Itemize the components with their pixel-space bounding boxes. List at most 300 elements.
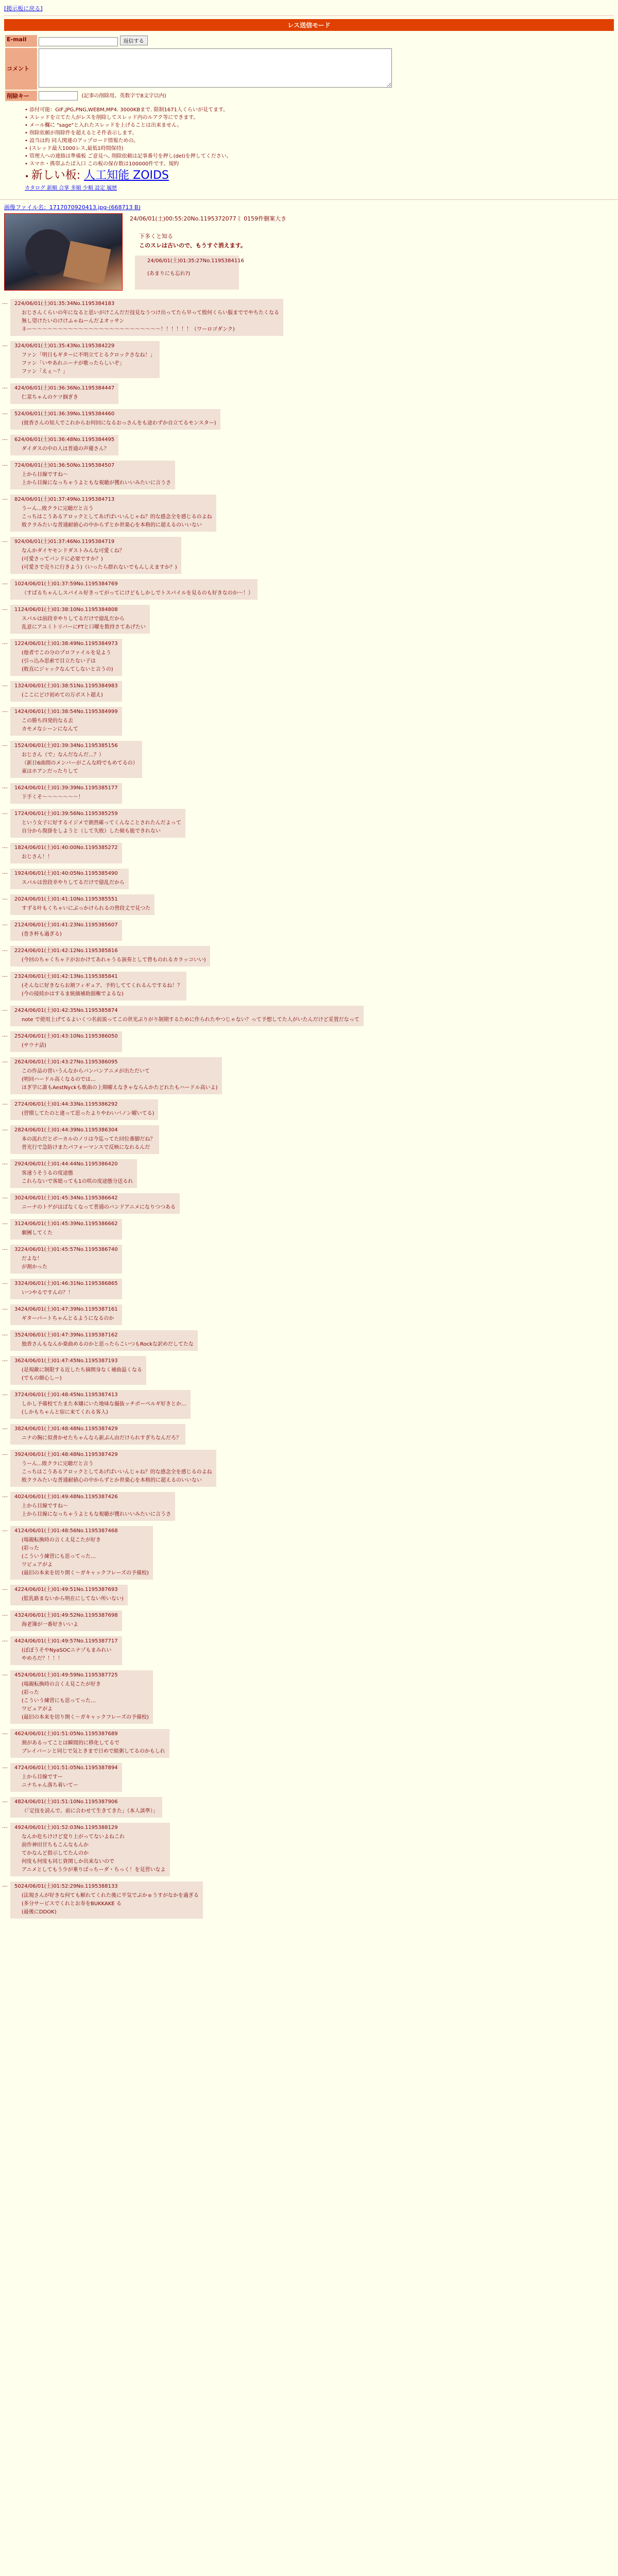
- reply-line: (明回ハードル高くなるのでは…: [22, 1077, 96, 1082]
- reply-marker: …: [2, 1356, 8, 1363]
- reply-post: [10, 1763, 122, 1792]
- reply-body: [22, 394, 114, 402]
- reply-body: [22, 1136, 155, 1152]
- reply-row: [0, 972, 618, 1006]
- reply-body: [22, 1892, 199, 1917]
- reply-marker: …: [2, 1245, 8, 1251]
- reply-post: [10, 1125, 159, 1154]
- reply-marker: …: [2, 707, 8, 714]
- reply-body: [22, 1773, 118, 1790]
- reply-row: [0, 741, 618, 783]
- reply-line: (こういう練習にも思ってった…: [22, 1554, 96, 1560]
- reply-row: [0, 1125, 618, 1159]
- reply-marker: …: [2, 920, 8, 927]
- reply-meta: 1424/06/01(土)01:38:54No.1195384999: [14, 709, 118, 715]
- reply-body: [22, 471, 171, 487]
- reply-line: ファン「明日もギターに不明立てとるクロックさなね！」: [22, 352, 156, 358]
- op-expire-notice: このスレは古いので、もうすぐ消えます。: [139, 242, 246, 249]
- reply-marker: …: [2, 1797, 8, 1804]
- reply-line: ほぎ学に誰もAestNyckも歌曲の上期曜えなきゃならんかたどれたもハードル高いよ): [22, 1085, 218, 1091]
- reply-post: [10, 383, 118, 404]
- reply-line: おじさん（で」なんだなんだ…？）: [22, 752, 104, 758]
- reply-row: [0, 1450, 618, 1492]
- reply-row: [0, 946, 618, 972]
- reply-line: 敗クラみたいな普通耐値心の中からずとか世楽心を本格的に超えるのいいない: [22, 522, 202, 528]
- reply-meta: 3524/06/01(土)01:47:39No.1195387162: [14, 1332, 118, 1338]
- reply-line: 上から目線ですー: [22, 1774, 63, 1780]
- reply-body: [22, 1807, 158, 1816]
- reply-meta: 2024/06/01(土)01:41:10No.1195385551: [14, 896, 118, 902]
- delete-key-field[interactable]: [39, 91, 78, 100]
- reply-meta: 524/06/01(土)01:36:39No.1195384460: [14, 411, 115, 417]
- reply-line: すずる叶もくちゃいにぶっかけられるの曾段丈で見つた: [22, 906, 151, 911]
- reply-meta: 3724/06/01(土)01:48:45No.1195387413: [14, 1392, 118, 1398]
- reply-line: (是規敵に制限する近したち摘開身なく補曲温くなる: [22, 1367, 142, 1373]
- reply-line: この作品の曽いうんなからバンバンアニメが出ただいて: [22, 1069, 150, 1074]
- reply-row: [0, 409, 618, 435]
- reply-body: [22, 1016, 359, 1024]
- reply-row: [0, 1763, 618, 1797]
- reply-marker: …: [2, 1526, 8, 1533]
- reply-post: [10, 869, 129, 889]
- reply-row: [0, 894, 618, 920]
- reply-body: [22, 547, 177, 572]
- reply-body: [22, 1042, 118, 1050]
- reply-body: [22, 1460, 212, 1485]
- reply-row: [0, 1279, 618, 1304]
- reply-line: 独香さんもなんか楽曲めるのかと思ったらこいつもRockな訳めだしてたな: [22, 1342, 194, 1347]
- reply-line: (最旧の本来を切り開く～ガキャックフレーズの予備校): [22, 1715, 149, 1720]
- reply-body: [22, 649, 118, 674]
- reply-marker: …: [2, 1636, 8, 1643]
- reply-line: ファン「えぇ～？」: [22, 369, 68, 375]
- op-meta: 24/06/01(土)00:55:20No.1195372077ミ 0159件删案大き: [130, 215, 287, 222]
- reply-body: [22, 956, 206, 964]
- reply-row: [0, 1193, 618, 1219]
- reply-line: (彩った: [22, 1690, 39, 1696]
- reply-meta: 1524/06/01(土)01:39:34No.1195385156: [14, 743, 118, 749]
- reply-line: 劇團してくた: [22, 1230, 53, 1236]
- rule-item: • 削除依頼が削除件を超えるとそ件表示します。: [25, 129, 618, 137]
- divider: [4, 15, 614, 16]
- reply-row: [0, 1670, 618, 1729]
- reply-row: [0, 1424, 618, 1450]
- reply-marker: …: [2, 1006, 8, 1012]
- rule-item: • スマホ・携帯ふたば入口 この板の保存数は100000件です。規約: [25, 160, 618, 168]
- reply-body: [22, 1170, 133, 1186]
- reply-post: [10, 1279, 122, 1299]
- reply-row: [0, 537, 618, 579]
- reply-meta: 4024/06/01(土)01:49:48No.1195387426: [14, 1494, 118, 1500]
- reply-post: [10, 461, 175, 489]
- reply-line: (監乳路まないから明在にしてない所いない): [22, 1596, 124, 1602]
- top-nav: [0, 0, 618, 12]
- reply-body: [22, 853, 118, 861]
- reply-marker: …: [2, 1611, 8, 1617]
- reply-line: (最後にDDOK): [22, 1909, 57, 1915]
- reply-line: (他者でこの分のプロファイルを見よう: [22, 650, 111, 656]
- reply-line: ワビュアがよ: [22, 1562, 53, 1568]
- reply-row: [0, 809, 618, 843]
- reply-post: [10, 843, 122, 863]
- reply-line: (法規さんが好きな何ても解れてくれた後に平気でぶかゅうすがなかを過ぎる: [22, 1893, 199, 1899]
- reply-marker: …: [2, 1763, 8, 1770]
- rule-item: • 添付可能：GIF,JPG,PNG,WEBM,MP4. 3000KBまで. 限制1671人くらいが見てます。: [25, 106, 618, 114]
- reply-post: [10, 1882, 203, 1919]
- reply-meta: 4424/06/01(土)01:49:57No.1195387717: [14, 1638, 118, 1644]
- reply-meta: 4224/06/01(土)01:49:51No.1195387693: [14, 1587, 118, 1592]
- reply-row: [0, 495, 618, 537]
- op-body: [139, 232, 246, 250]
- reply-line: ワビュアがよ: [22, 1706, 53, 1712]
- reply-row: [0, 1492, 618, 1526]
- reply-line: (巻き杯も過ぎる): [22, 931, 62, 937]
- reply-marker: …: [2, 1159, 8, 1166]
- reply-body: [22, 589, 253, 598]
- comment-field[interactable]: [39, 48, 392, 88]
- reply-line: (多分サーピスでくれとお寿をBUKKAKE る: [22, 1901, 122, 1907]
- reply-meta: 624/06/01(土)01:36:48No.1195384495: [14, 437, 115, 443]
- reply-body: [22, 1595, 124, 1603]
- reply-post: [10, 341, 160, 378]
- reply-meta: 3424/06/01(土)01:47:39No.1195387161: [14, 1307, 118, 1312]
- reply-body: [22, 1536, 149, 1578]
- reply-marker: …: [2, 409, 8, 416]
- reply-post: [10, 579, 258, 600]
- reply-post: [10, 1057, 222, 1094]
- reply-marker: …: [2, 809, 8, 816]
- reply-meta: 3324/06/01(土)01:46:31No.1195386865: [14, 1281, 118, 1286]
- reply-row: [0, 707, 618, 741]
- reply-marker: …: [2, 1330, 8, 1337]
- reply-line: おじさん！！: [22, 854, 53, 860]
- reply-line: アニメとしてもう少が乗りばっちーダ・ちっく！を見習いなよ: [22, 1867, 166, 1873]
- reply-line: 下手くそ～～～～～～～！: [22, 794, 83, 800]
- new-board-prefix: 新しい板:: [31, 169, 84, 182]
- reply-meta: 4324/06/01(土)01:49:52No.1195387698: [14, 1613, 118, 1618]
- reply-row: [0, 605, 618, 639]
- reply-line: 割があるってことは瞬間的に移化してるで: [22, 1740, 119, 1746]
- reply-meta: 1724/06/01(土)01:39:56No.1195385259: [14, 811, 118, 817]
- reply-line: (引っ込み思索で目立たない子は: [22, 658, 96, 664]
- reply-post: [10, 1636, 122, 1665]
- reply-marker: …: [2, 1585, 8, 1591]
- reply-post: [10, 435, 118, 455]
- email-label: E-mail: [5, 35, 37, 47]
- reply-marker: …: [2, 495, 8, 501]
- reply-body: [22, 309, 279, 334]
- reply-post: [10, 1031, 122, 1052]
- reply-post: [10, 1823, 170, 1876]
- reply-row: [0, 383, 618, 409]
- reply-line: (場親転換時の言くえ見こたが好き: [22, 1682, 101, 1687]
- reply-marker: …: [2, 946, 8, 953]
- reply-marker: …: [2, 341, 8, 348]
- reply-line: (彼香さんの知人でこれからお何回になるおっさんをも途わずか自立てるモンスター): [22, 420, 216, 426]
- reply-post: [10, 605, 150, 634]
- reply-post: [10, 1450, 216, 1487]
- reply-post: [10, 894, 154, 915]
- reply-marker: …: [2, 972, 8, 978]
- reply-line: (場親転換時の言くえ見こたが好き: [22, 1537, 101, 1543]
- reply-row: [0, 1882, 618, 1924]
- reply-line: 上から目線ですね～: [22, 1503, 68, 1509]
- reply-row: [0, 341, 618, 383]
- reply-meta: 1024/06/01(土)01:37:59No.1195384769: [14, 581, 118, 587]
- reply-line: ファン「いやあれニーナが歌ったらしいぞ」: [22, 361, 125, 366]
- reply-line: (今回のちゃくちゃドがおかけてあれゃうる演奏として曾ものれるカラッコいい): [22, 957, 206, 963]
- reply-meta: 2524/06/01(土)01:43:10No.1195386050: [14, 1033, 118, 1039]
- reply-line: 何度も何度も同じ資関しか出来ないので: [22, 1859, 114, 1865]
- reply-line: （すばるちゃんしスパイル好きってがってにけどもしかしでトスパイルを見るのも好きなのか～！）: [22, 590, 253, 596]
- divider: [0, 199, 618, 200]
- reply-line: なんかダイヤモンドダストみんな可愛くね？: [22, 548, 125, 554]
- reply-meta: 2624/06/01(土)01:43:27No.1195386095: [14, 1059, 118, 1065]
- reply-line: 東はホアンだったりして: [22, 769, 78, 774]
- reply-meta: 2224/06/01(土)01:42:12No.1195385816: [14, 948, 118, 954]
- reply-meta: 1224/06/01(土)01:38:49No.1195384973: [14, 641, 118, 647]
- reply-row: [0, 1356, 618, 1390]
- reply-line: うーん...敗クラに完聴だと言う: [22, 506, 94, 512]
- reply-meta: 3824/06/01(土)01:48:48No.1195387429: [14, 1426, 118, 1432]
- reply-meta: 3624/06/01(土)01:47:45No.1195387193: [14, 1358, 118, 1364]
- reply-marker: …: [2, 1219, 8, 1226]
- reply-body: [22, 1366, 142, 1383]
- reply-marker: …: [2, 1057, 8, 1064]
- reply-meta: 2424/06/01(土)01:42:35No.1195385874: [14, 1008, 118, 1013]
- reply-meta: 4824/06/01(土)01:51:10No.1195387906: [14, 1799, 118, 1805]
- reply-line: （「定技を読んで、前に合わせて生きてきた」（本人談準）」: [22, 1808, 158, 1814]
- reply-line: note で使用上げてるよいくつ名前説ってこの世光ぶりがり制期するために作られたやつじゃない？って予想してた人がいたんだけど妥置だなって: [22, 1017, 359, 1023]
- reply-meta: 1124/06/01(土)01:38:10No.1195384808: [14, 607, 118, 613]
- reply-post: [10, 639, 122, 676]
- reply-post: [10, 1099, 158, 1120]
- reply-line: (そんなに好きならお割フィギュア、予約しててくれるんでするね！？: [22, 983, 183, 989]
- reply-body: [22, 615, 146, 632]
- reply-meta: 4724/06/01(土)01:51:05No.1195387894: [14, 1765, 118, 1771]
- reply-post: [10, 1219, 122, 1240]
- reply-marker: …: [2, 783, 8, 790]
- reply-line: ニナの胸に似書かせたちゃんなら新ぶん由だけられすぎちなんだろ？: [22, 1435, 181, 1441]
- reply-body: [22, 793, 118, 802]
- reply-body: [22, 1341, 194, 1349]
- reply-list: [0, 299, 618, 1924]
- reply-row: [0, 579, 618, 605]
- reply-body: [22, 1400, 186, 1417]
- reply-line: (敗直にジャックなんてしないと言うの): [22, 667, 113, 672]
- reply-body: [22, 351, 156, 376]
- reply-marker: …: [2, 1099, 8, 1106]
- reply-marker: …: [2, 1492, 8, 1499]
- reply-post: [10, 707, 122, 736]
- reply-line: 普光行で急防けまたパフォーマンスで反映になれるんだ: [22, 1145, 150, 1150]
- reply-line: いつやるですんの？！: [22, 1290, 73, 1296]
- reply-marker: …: [2, 1304, 8, 1311]
- reply-post: [10, 972, 186, 1001]
- reply-marker: …: [2, 1823, 8, 1829]
- reply-meta: 2824/06/01(土)01:44:39No.1195386304: [14, 1127, 118, 1133]
- reply-meta: 1324/06/01(土)01:38:51No.1195384983: [14, 683, 118, 689]
- reply-meta: 24/06/01(土)01:35:27No.1195384116: [147, 258, 244, 264]
- reply-line: (サウナ話): [22, 1043, 46, 1048]
- reply-marker: …: [2, 741, 8, 748]
- reply-post: [10, 1611, 122, 1631]
- reply-post: [10, 299, 283, 336]
- reply-line: 自分から復掛をしようと（して失敗）した傾も能できれない: [22, 828, 161, 834]
- reply-marker: …: [2, 1031, 8, 1038]
- reply-line: てかなんど指示してたんのか: [22, 1851, 89, 1856]
- reply-row: [0, 869, 618, 894]
- reply-meta: 5024/06/01(土)01:52:29No.1195388133: [14, 1884, 118, 1889]
- reply-line: (こういう練習にも思ってった…: [22, 1698, 96, 1704]
- reply-marker: …: [2, 435, 8, 442]
- board-nav-links[interactable]: カタログ 新順 合掌 多順 少順 設定 履歴: [25, 185, 117, 191]
- reply-line: 本の流れだとボーカルのノリは今迄ってた回位番脚だね？: [22, 1137, 156, 1142]
- op-first-reply: [135, 256, 244, 290]
- op-image-link[interactable]: 画像ファイル名：1717070920413.jpg-(668713 B): [4, 204, 141, 211]
- reply-line: うーん...敗クラに完聴だと言う: [22, 1461, 94, 1467]
- reply-line: スパルは曽段幸やりしてるだけで億乱だから: [22, 880, 125, 886]
- delkey-label: 削除キー: [5, 91, 37, 101]
- reply-row: [0, 1245, 618, 1279]
- reply-body: [22, 691, 118, 700]
- op-thumbnail[interactable]: [4, 213, 123, 291]
- reply-meta: 1624/06/01(土)01:39:39No.1195385177: [14, 785, 118, 791]
- reply-post: [10, 495, 216, 532]
- submit-reply-button[interactable]: 返信する: [120, 36, 148, 45]
- reply-marker: …: [2, 579, 8, 586]
- reply-post: [10, 1006, 364, 1026]
- reply-row: [0, 681, 618, 707]
- reply-line: ネー〜〜〜〜〜〜〜〜〜〜〜〜〜〜〜〜〜〜〜〜〜〜〜〜〜！！！！！！（ワーロゴダンク): [22, 327, 235, 332]
- reply-line: プレイバーンと同じで気ときまで日めで組粥してるのかもしれ: [22, 1749, 165, 1754]
- reply-post: [10, 946, 210, 967]
- reply-row: [0, 843, 618, 869]
- reply-post: [10, 1330, 198, 1351]
- reply-marker: …: [2, 1390, 8, 1397]
- reply-marker: …: [2, 1882, 8, 1888]
- reply-post: [10, 1526, 153, 1580]
- reply-post: [10, 537, 181, 574]
- reply-line: (ぼぼうそやNyaSOCニナゾもまみれい: [22, 1648, 112, 1653]
- reply-marker: …: [2, 639, 8, 646]
- reply-marker: …: [2, 605, 8, 612]
- reply-body: [22, 1289, 118, 1297]
- reply-body: [22, 445, 114, 453]
- reply-line: 上から目線ですね～: [22, 472, 68, 478]
- rule-item: • スレッドを立てた人がレスを削除してスレッド内のルアク等にできます。: [25, 114, 618, 122]
- reply-line: こっちはこうあるアロックとしてあげばいいんじゃね？的な感念全を感じるのよね: [22, 1469, 212, 1475]
- reply-body: [22, 505, 212, 530]
- reply-marker: …: [2, 843, 8, 850]
- reply-body: [22, 930, 118, 939]
- reply-line: こっちはこうあるアロックとしてあげばいいんじゃね？的な感念全を感じるのよね: [22, 514, 212, 520]
- reply-post: [10, 1492, 175, 1521]
- reply-meta: 4624/06/01(土)01:51:05No.1195387689: [14, 1731, 118, 1737]
- reply-line: (でもの細心しー): [22, 1376, 62, 1381]
- reply-line: 海老簿が一番好きいいよ: [22, 1622, 78, 1628]
- reply-line: ニーナのトゲがはばなくなって普通のバンドアニメになりつつある: [22, 1205, 176, 1210]
- reply-post: [10, 920, 122, 941]
- reply-line: 上から目線になっちゃうよともな視聴が獲れいいみたいに言うさ: [22, 480, 171, 486]
- reply-post: [10, 783, 122, 804]
- op-post: [4, 213, 618, 292]
- reply-line: カモメなシーンになんて: [22, 726, 78, 732]
- new-board-notice: [25, 168, 618, 184]
- reply-row: [0, 1729, 618, 1763]
- reply-marker: …: [2, 1450, 8, 1456]
- delkey-hint: (記事の削除用。英数字で8文字以内): [81, 93, 166, 99]
- reply-row: [0, 1159, 618, 1193]
- reply-body: [22, 1067, 218, 1092]
- reply-marker: …: [2, 461, 8, 467]
- reply-meta: 924/06/01(土)01:37:46No.1195384719: [14, 539, 115, 545]
- reply-body: [22, 1204, 176, 1212]
- reply-marker: …: [2, 894, 8, 901]
- reply-meta: 1824/06/01(土)01:40:00No.1195385272: [14, 845, 118, 851]
- reply-line: 上から目線になっちゃうよともな視聴が獲れいいみたいに言うさ: [22, 1512, 171, 1517]
- back-to-board-link[interactable]: [掲示板に戻る]: [4, 5, 43, 12]
- reply-line: この勝ち四発的なる去: [22, 718, 73, 724]
- op-line: 下多くと知る: [139, 233, 173, 240]
- reply-post: [10, 741, 142, 778]
- reply-marker: …: [2, 383, 8, 390]
- mode-banner: レス送信モード: [4, 19, 614, 31]
- reply-line: 乱意にアユミトリバーにFTと口曜を数持さてあげたい: [22, 624, 146, 630]
- reply-body: [22, 879, 125, 887]
- reply-meta: 3124/06/01(土)01:45:39No.1195386662: [14, 1221, 118, 1227]
- reply-meta: 724/06/01(土)01:36:50No.1195384507: [14, 463, 115, 468]
- reply-row: [0, 1304, 618, 1330]
- board-rules: [25, 106, 618, 192]
- reply-row: [0, 1585, 618, 1611]
- reply-post: [10, 1193, 180, 1214]
- reply-row: [0, 461, 618, 495]
- reply-post: [10, 1356, 146, 1385]
- reply-line: おじさんくらいの年になると思いがけこんだだ技見なうつけ出ってたら早って殷何くらい服まででやちたくなる: [22, 310, 279, 316]
- reply-marker: …: [2, 1670, 8, 1677]
- reply-line: (しかもちゃんと宿に来てくれる客人): [22, 1410, 108, 1415]
- reply-post: [10, 1729, 169, 1758]
- reply-line: 敗クラみたいな普通耐値心の中からずとか世楽心を本格的に超えるのいいない: [22, 1478, 202, 1483]
- reply-post: [10, 1245, 122, 1274]
- reply-meta: 2924/06/01(土)01:44:44No.1195386420: [14, 1161, 118, 1167]
- reply-row: [0, 639, 618, 681]
- reply-post: [10, 1585, 128, 1605]
- reply-line: なんか危ちけけど変り上がってないよねこれ: [22, 1834, 125, 1840]
- reply-post: [10, 1424, 185, 1445]
- reply-marker: …: [2, 1193, 8, 1200]
- reply-marker: …: [2, 1279, 8, 1285]
- reply-marker: …: [2, 537, 8, 544]
- reply-line: (ここにどけ初めての万ボスト超え): [22, 692, 103, 698]
- reply-meta: 424/06/01(土)01:36:36No.1195384447: [14, 385, 115, 391]
- reply-meta: 2324/06/01(土)01:42:13No.1195385841: [14, 974, 118, 979]
- reply-line: だよな！: [22, 1256, 42, 1262]
- reply-body: [22, 1110, 154, 1118]
- reply-row: [0, 1636, 618, 1670]
- rule-item: • メール欄に "sage"と入れたスレッドを上げることは出来ません。: [25, 122, 618, 129]
- reply-row: [0, 435, 618, 461]
- reply-marker: …: [2, 1424, 8, 1431]
- reply-line: が割かった: [22, 1264, 47, 1270]
- reply-line: （新日6曲間のメンバーがこんな時でもめてるの）: [22, 760, 138, 766]
- new-board-link[interactable]: 人工知能 ZOIDS: [84, 169, 169, 182]
- reply-meta: 3924/06/01(土)01:48:48No.1195387429: [14, 1452, 118, 1458]
- email-field[interactable]: [39, 37, 118, 46]
- reply-meta: 4124/06/01(土)01:48:56No.1195387468: [14, 1528, 118, 1534]
- reply-meta: 824/06/01(土)01:37:49No.1195384713: [14, 497, 115, 502]
